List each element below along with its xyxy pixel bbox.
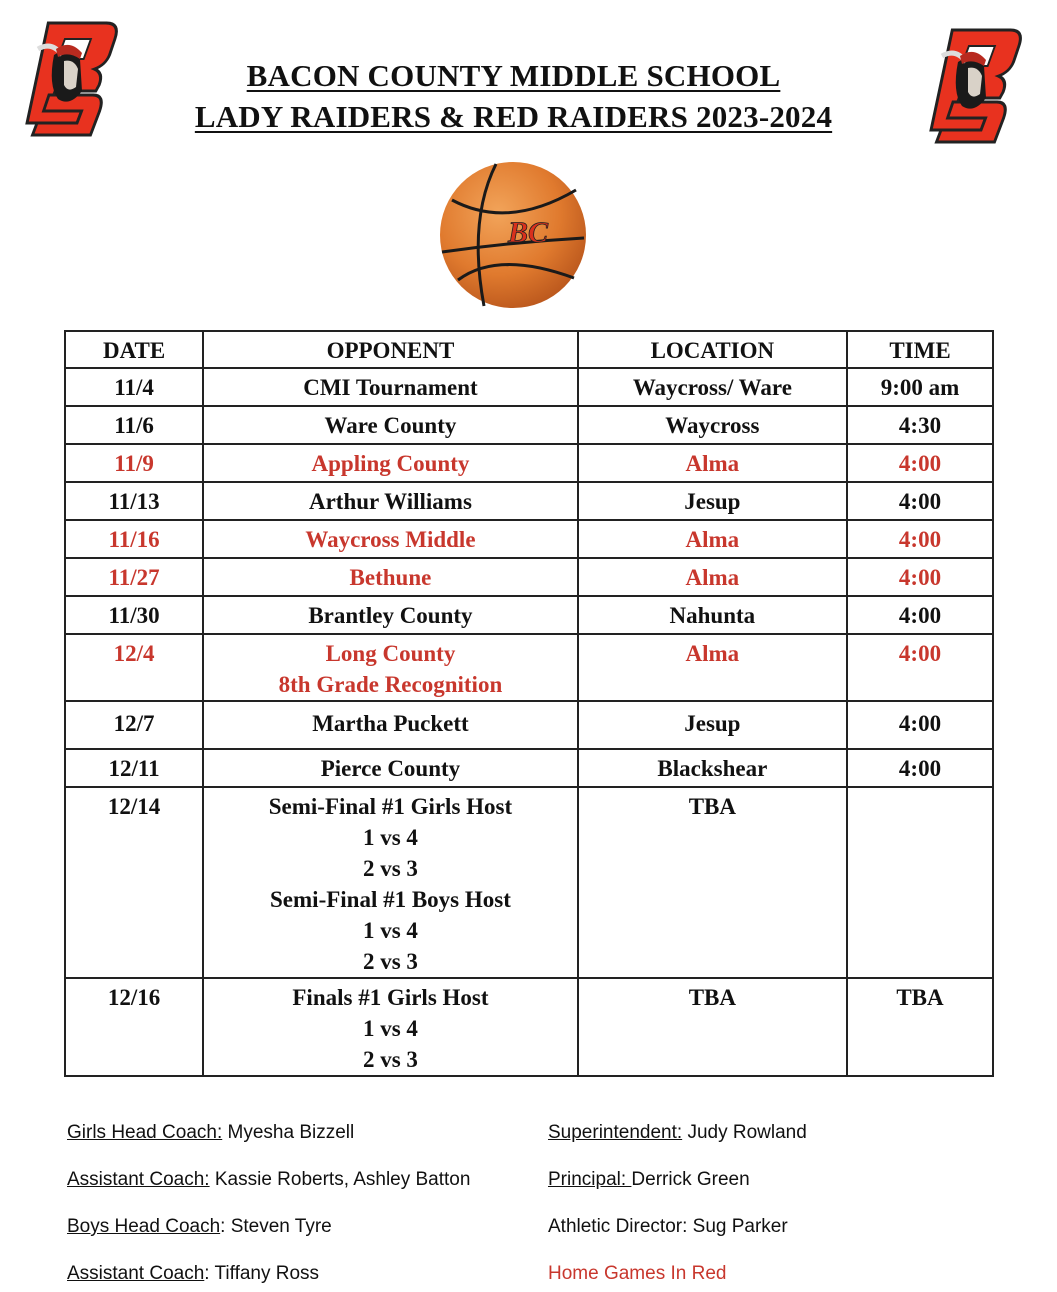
cell-date: 12/11	[65, 749, 203, 787]
cell-opponent: CMI Tournament	[203, 368, 578, 406]
table-row	[65, 978, 993, 1076]
boys-head-coach-name: : Steven Tyre	[220, 1216, 332, 1237]
opponent-line: 2 vs 3	[362, 1047, 418, 1072]
cell-location: Jesup	[578, 482, 847, 520]
column-header-opponent: OPPONENT	[203, 331, 578, 368]
cell-time: 9:00 am	[847, 368, 993, 406]
opponent-line: 1 vs 4	[362, 918, 418, 943]
cell-opponent: Ware County	[203, 406, 578, 444]
cell-opponent: Pierce County	[203, 749, 578, 787]
svg-text:BC: BC	[508, 216, 549, 249]
schedule-table	[64, 330, 994, 1077]
cell-opponent: Brantley County	[203, 596, 578, 634]
cell-opponent	[203, 978, 578, 1076]
opponent-line: 2 vs 3	[362, 949, 418, 974]
table-row	[65, 749, 993, 787]
boys-assistant-coach-name: : Tiffany Ross	[204, 1263, 320, 1284]
girls-head-coach-label: Girls Head Coach:	[67, 1122, 223, 1143]
cell-opponent: Waycross Middle	[203, 520, 578, 558]
column-header-time: TIME	[847, 331, 993, 368]
opponent-line: Finals #1 Girls Host	[292, 985, 489, 1010]
cell-location: TBA	[578, 787, 847, 978]
girls-head-coach	[67, 1122, 354, 1144]
cell-time: TBA	[847, 978, 993, 1076]
cell-date: 12/4	[65, 634, 203, 701]
cell-location: Nahunta	[578, 596, 847, 634]
cell-date: 12/16	[65, 978, 203, 1076]
table-row-home	[65, 444, 993, 482]
boys-assistant-coach-label: Assistant Coach	[67, 1263, 205, 1284]
opponent-note: 8th Grade Recognition	[278, 672, 503, 697]
column-header-location: LOCATION	[578, 331, 847, 368]
cell-opponent: Bethune	[203, 558, 578, 596]
cell-date: 11/27	[65, 558, 203, 596]
boys-head-coach-label: Boys Head Coach	[67, 1216, 221, 1237]
athletic-director: Athletic Director: Sug Parker	[548, 1216, 788, 1237]
cell-opponent: Arthur Williams	[203, 482, 578, 520]
cell-time	[847, 787, 993, 978]
basketball-image	[438, 160, 588, 310]
table-row	[65, 406, 993, 444]
cell-time: 4:00	[847, 634, 993, 701]
cell-time: 4:00	[847, 444, 993, 482]
opponent-line: 1 vs 4	[362, 825, 418, 850]
cell-location: Alma	[578, 634, 847, 701]
principal-label: Principal:	[548, 1169, 632, 1190]
cell-date: 11/6	[65, 406, 203, 444]
table-row	[65, 482, 993, 520]
cell-location: Waycross/ Ware	[578, 368, 847, 406]
cell-location: Alma	[578, 558, 847, 596]
girls-assistant-coach-label: Assistant Coach:	[67, 1169, 210, 1190]
cell-location: TBA	[578, 978, 847, 1076]
girls-assistant-coach	[67, 1169, 470, 1191]
cell-location: Waycross	[578, 406, 847, 444]
opponent-line: Semi-Final #1 Boys Host	[270, 887, 511, 912]
cell-time: 4:00	[847, 701, 993, 749]
basketball-icon	[438, 160, 588, 310]
cell-time: 4:00	[847, 520, 993, 558]
table-row-home	[65, 520, 993, 558]
table-row	[65, 701, 993, 749]
superintendent-label: Superintendent:	[548, 1122, 683, 1143]
cell-time: 4:00	[847, 558, 993, 596]
cell-time: 4:30	[847, 406, 993, 444]
opponent-line: 2 vs 3	[362, 856, 418, 881]
opponent-line: Semi-Final #1 Girls Host	[268, 794, 513, 819]
cell-opponent	[203, 787, 578, 978]
girls-head-coach-name: Myesha Bizzell	[222, 1122, 355, 1143]
cell-date: 11/9	[65, 444, 203, 482]
cell-time: 4:00	[847, 482, 993, 520]
page-title-season: LADY RAIDERS & RED RAIDERS 2023-2024	[194, 99, 833, 134]
principal-name: Derrick Green	[631, 1169, 750, 1190]
cell-date: 11/13	[65, 482, 203, 520]
page-title-school: BACON COUNTY MIDDLE SCHOOL	[246, 58, 781, 93]
cell-date: 11/4	[65, 368, 203, 406]
boys-head-coach	[67, 1216, 332, 1238]
column-header-date: DATE	[65, 331, 203, 368]
cell-location: Jesup	[578, 701, 847, 749]
superintendent-name: Judy Rowland	[682, 1122, 807, 1143]
cell-location: Alma	[578, 444, 847, 482]
girls-assistant-coach-names: Kassie Roberts, Ashley Batton	[209, 1169, 471, 1190]
cell-location: Alma	[578, 520, 847, 558]
cell-opponent: Martha Puckett	[203, 701, 578, 749]
cell-date: 11/16	[65, 520, 203, 558]
cell-date: 11/30	[65, 596, 203, 634]
cell-opponent	[203, 634, 578, 701]
cell-opponent: Appling County	[203, 444, 578, 482]
principal	[548, 1169, 750, 1191]
table-row-home	[65, 558, 993, 596]
boys-assistant-coach	[67, 1263, 319, 1285]
table-row	[65, 596, 993, 634]
home-games-legend: Home Games In Red	[548, 1263, 727, 1284]
cell-time: 4:00	[847, 596, 993, 634]
cell-time: 4:00	[847, 749, 993, 787]
superintendent	[548, 1122, 807, 1144]
table-row	[65, 787, 993, 978]
table-row	[65, 368, 993, 406]
cell-date: 12/14	[65, 787, 203, 978]
cell-location: Blackshear	[578, 749, 847, 787]
opponent-line: Long County	[325, 641, 456, 666]
table-row-home	[65, 634, 993, 701]
opponent-line: 1 vs 4	[362, 1016, 418, 1041]
table-header-row	[65, 331, 993, 368]
cell-date: 12/7	[65, 701, 203, 749]
